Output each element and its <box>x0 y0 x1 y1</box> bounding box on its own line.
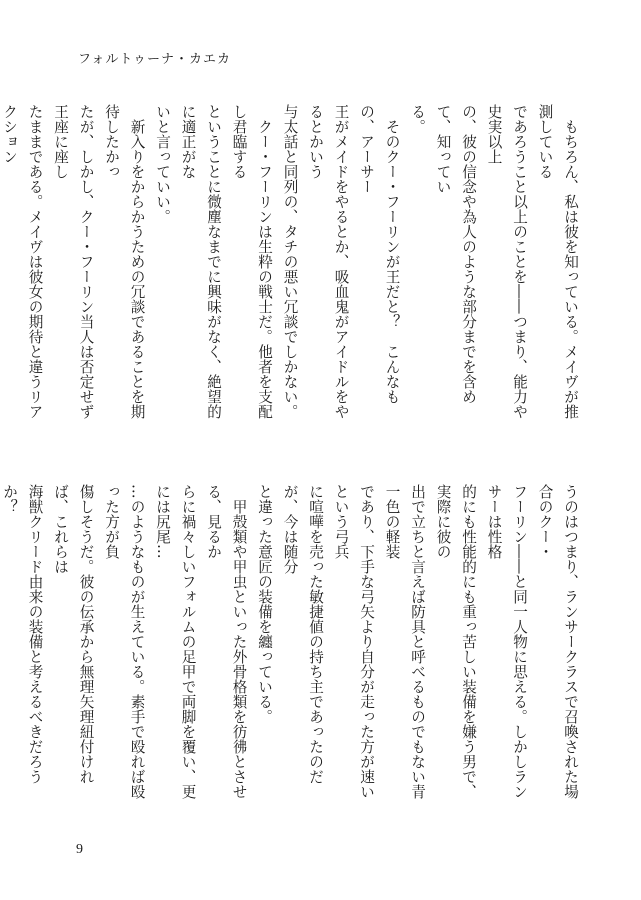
text-line: 的にも性能的にも重っ苦しい装備を嫌う男で、実際に彼の <box>434 484 477 799</box>
text-line: 傷しそうだ。彼の伝承から無理矢理紐付ければ、これらは <box>52 484 95 784</box>
text-line: 出で立ちと言えば防具と呼べるものでもない青一色の軽装 <box>383 484 426 799</box>
text-line: る。 <box>409 104 426 134</box>
running-title: フォルトゥーナ・カエカ <box>78 52 232 67</box>
text-line: ということに微塵なまでに興味がなく、絶望的に適正がな <box>179 104 222 419</box>
text-line: たままである。メイヴは彼女の期待と違うリアクション <box>1 104 44 419</box>
text-line: 新入りをからかうための冗談であることを期待したかっ <box>103 104 146 419</box>
page-number: 9 <box>76 842 83 857</box>
text-line: 甲殻類や甲虫といった外骨格類を彷彿とさせる、見るか <box>205 484 248 799</box>
text-line: と違った意匠の装備を纏っている。 <box>256 484 273 724</box>
text-line: 海獣クリード由来の装備と考えるべきだろうか？ <box>1 484 44 784</box>
text-line: 与太話と同列の、タチの悪い冗談でしかない。 <box>281 104 299 419</box>
text-line: たが、しかし、クー・フーリン当人は否定せず王座に座し <box>52 104 95 419</box>
text-line: らに禍々しいフォルムの足甲で両脚を覆い、更には尻尾… <box>154 484 197 799</box>
text-line: いと言っていい。 <box>154 104 171 224</box>
text-line: そのクー・フーリンが王だと？ こんなもの、アーサー <box>358 104 401 404</box>
text-line: …のようなものが生えている。素手で殴れば殴った方が負 <box>103 484 146 799</box>
text-line: うのはつまり、ランサークラスで召喚された場合のクー・ <box>536 484 579 799</box>
text-line: であり、下手な弓矢より自分が走った方が速いという弓兵 <box>332 484 375 799</box>
text-line: クー・フーリンは生粋の戦士だ。他者を支配し君臨する <box>230 104 273 419</box>
text-line: フーリン――と同一人物に思える。しかしランサーは性格 <box>485 484 528 799</box>
text-line: であろうこと以上のことを――つまり、能力や史実以上 <box>485 104 528 419</box>
text-line: の、彼の信念や為人のような部分までを含めて、知ってい <box>434 104 477 404</box>
text-tier-top <box>1 104 583 422</box>
text-line: もちろん、私は彼を知っている。メイヴが推測している <box>536 104 579 419</box>
text-line: 王がメイドをやるとか、吸血鬼がアイドルをやるとかいう <box>307 104 350 419</box>
text-line: に喧嘩を売った敏捷値の持ち主であったのだが、今は随分 <box>281 484 324 784</box>
text-tier-bottom <box>1 484 583 812</box>
